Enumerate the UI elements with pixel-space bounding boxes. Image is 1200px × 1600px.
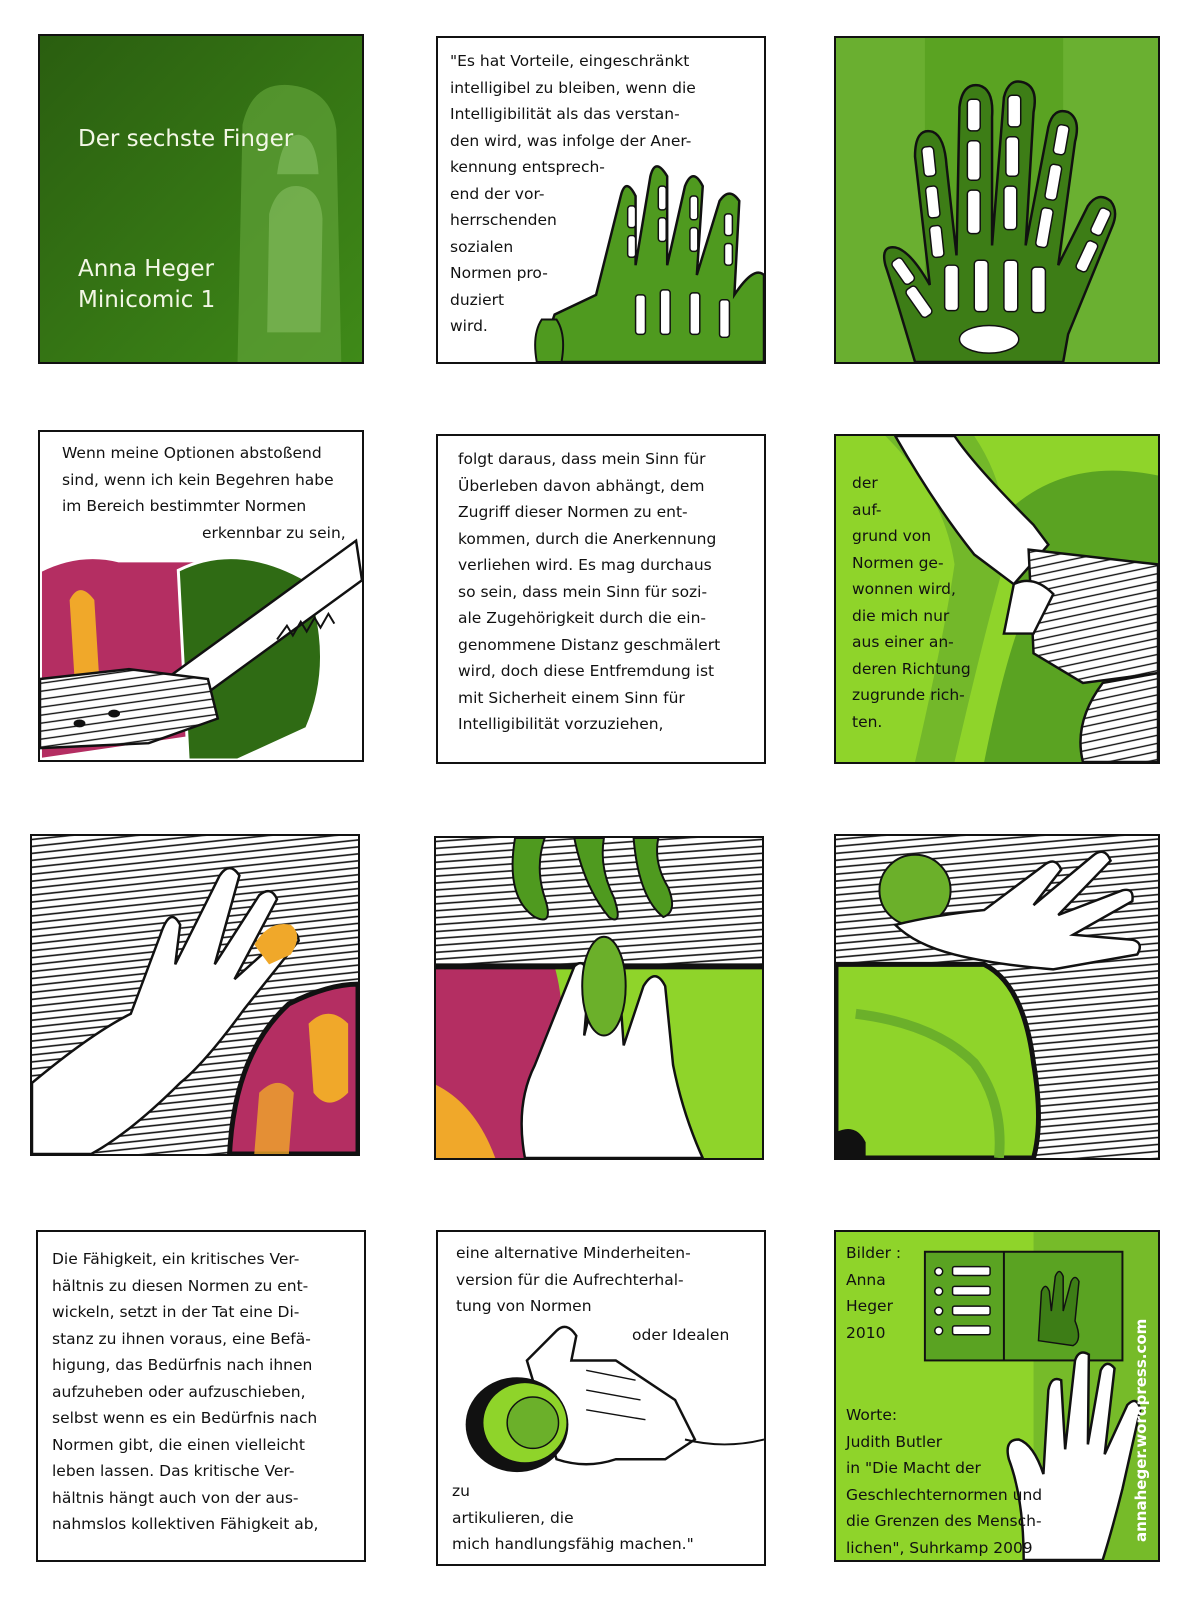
text-line: deren Richtung bbox=[852, 659, 971, 678]
quote-line: sozialen bbox=[450, 237, 514, 256]
text-line: auf- bbox=[852, 500, 882, 519]
text-line: genommene Distanz geschmälert bbox=[458, 635, 721, 654]
text-line: Normen gibt, die einen vielleicht bbox=[52, 1435, 305, 1454]
text-line: Normen ge- bbox=[852, 553, 944, 572]
text-line: kommen, durch die Anerkennung bbox=[458, 529, 717, 548]
text-line: Intelligibilität vorzuziehen, bbox=[458, 715, 664, 733]
text-line: sind, wenn ich kein Begehren habe bbox=[62, 470, 334, 489]
text-line: oder Idealen bbox=[632, 1326, 730, 1344]
credit-line: 2010 bbox=[846, 1323, 886, 1342]
comic-subtitle: Minicomic 1 bbox=[78, 287, 216, 313]
text-line: leben lassen. Das kritische Ver- bbox=[52, 1462, 295, 1480]
credit-line: Judith Butler bbox=[846, 1432, 943, 1451]
text-line: die mich nur bbox=[852, 606, 950, 625]
panel-hand-reach-green bbox=[834, 834, 1160, 1160]
text-line: artikulieren, die bbox=[452, 1508, 574, 1527]
quote-line: wird. bbox=[450, 317, 488, 335]
text-line: so sein, dass mein Sinn für sozi- bbox=[458, 582, 708, 601]
quote-line: kennung entsprech- bbox=[450, 158, 605, 176]
quote-line: duziert bbox=[450, 290, 505, 309]
credit-line: die Grenzen des Mensch- bbox=[846, 1512, 1042, 1530]
quote-line: den wird, was infolge der Aner- bbox=[450, 131, 692, 150]
panel-direction bbox=[834, 434, 1160, 764]
text-line: mich handlungsfähig machen." bbox=[452, 1535, 694, 1553]
text-line: hältnis hängt auch von der aus- bbox=[52, 1488, 299, 1507]
text-line: wird, doch diese Entfremdung ist bbox=[458, 662, 715, 680]
quote-line: Normen pro- bbox=[450, 264, 548, 282]
quote-line: Intelligibilität als das verstan- bbox=[450, 105, 680, 123]
panel-credits bbox=[834, 1230, 1160, 1562]
quote-line: herrschenden bbox=[450, 211, 557, 229]
credit-line: Bilder : bbox=[846, 1244, 902, 1262]
text-line: grund von bbox=[852, 527, 932, 545]
author-website-url[interactable]: annaheger.wordpress.com bbox=[1132, 1318, 1150, 1542]
panel-critical bbox=[36, 1230, 366, 1562]
text-line: ale Zugehörigkeit durch die ein- bbox=[458, 609, 707, 627]
panel-hands-holding bbox=[434, 836, 764, 1160]
text-line: zugrunde rich- bbox=[852, 686, 965, 704]
panel-quote-start bbox=[436, 36, 766, 364]
text-line: hältnis zu diesen Normen zu ent- bbox=[52, 1276, 309, 1295]
text-line: wonnen wird, bbox=[852, 580, 956, 598]
text-line: im Bereich bestimmter Normen bbox=[62, 497, 307, 515]
text-line: Wenn meine Optionen abstoßend bbox=[62, 444, 322, 462]
text-line: higung, das Bedürfnis nach ihnen bbox=[52, 1356, 313, 1374]
credit-line: Worte: bbox=[846, 1406, 898, 1424]
text-line: eine alternative Minderheiten- bbox=[456, 1244, 691, 1262]
credit-line: Anna bbox=[846, 1270, 886, 1289]
credit-line: Heger bbox=[846, 1297, 893, 1315]
author-name: Anna Heger bbox=[78, 256, 214, 282]
panel-xray-hand bbox=[834, 36, 1160, 364]
text-line: Überleben davon abhängt, dem bbox=[458, 476, 705, 495]
text-line: der bbox=[852, 474, 878, 492]
text-line: zu bbox=[452, 1482, 470, 1500]
text-line: version für die Aufrechterhal- bbox=[456, 1270, 684, 1289]
text-line: aus einer an- bbox=[852, 633, 954, 651]
text-line: nahmslos kollektiven Fähigkeit ab, bbox=[52, 1515, 319, 1533]
comic-title: Der sechste Finger bbox=[78, 126, 294, 152]
text-line: stanz zu ihnen voraus, eine Befä- bbox=[52, 1329, 311, 1348]
text-line: Die Fähigkeit, ein kritisches Ver- bbox=[52, 1250, 300, 1268]
credit-line: in "Die Macht der bbox=[846, 1459, 981, 1477]
quote-line: "Es hat Vorteile, eingeschränkt bbox=[450, 52, 690, 70]
text-line: verliehen wird. Es mag durchaus bbox=[458, 556, 712, 574]
panel-articulate bbox=[436, 1230, 766, 1566]
credit-line: lichen", Suhrkamp 2009 bbox=[846, 1538, 1033, 1557]
text-line: folgt daraus, dass mein Sinn für bbox=[458, 450, 706, 468]
text-line: ten. bbox=[852, 712, 883, 731]
text-line: erkennbar zu sein, bbox=[202, 523, 346, 542]
text-line: wickeln, setzt in der Tat eine Di- bbox=[52, 1303, 300, 1321]
panel-options bbox=[38, 430, 364, 762]
xray-hand-illustration bbox=[836, 38, 1158, 362]
hand-green-ball-illustration bbox=[836, 836, 1158, 1158]
text-line: Zugriff dieser Normen zu ent- bbox=[458, 503, 688, 521]
text-line: selbst wenn es ein Bedürfnis nach bbox=[52, 1409, 318, 1427]
hand-reaching-illustration bbox=[32, 836, 358, 1154]
text-line: mit Sicherheit einem Sinn für bbox=[458, 688, 685, 707]
text-line: aufzuheben oder aufzuschieben, bbox=[52, 1382, 306, 1401]
quote-line: end der vor- bbox=[450, 184, 545, 203]
panel-title bbox=[38, 34, 364, 364]
panel-hand-reach-orange bbox=[30, 834, 360, 1156]
text-line: tung von Normen bbox=[456, 1297, 592, 1315]
two-hands-illustration bbox=[436, 838, 762, 1158]
panel-survival bbox=[436, 434, 766, 764]
credit-line: Geschlechternormen und bbox=[846, 1485, 1043, 1504]
quote-line: intelligibel zu bleiben, wenn die bbox=[450, 78, 696, 97]
